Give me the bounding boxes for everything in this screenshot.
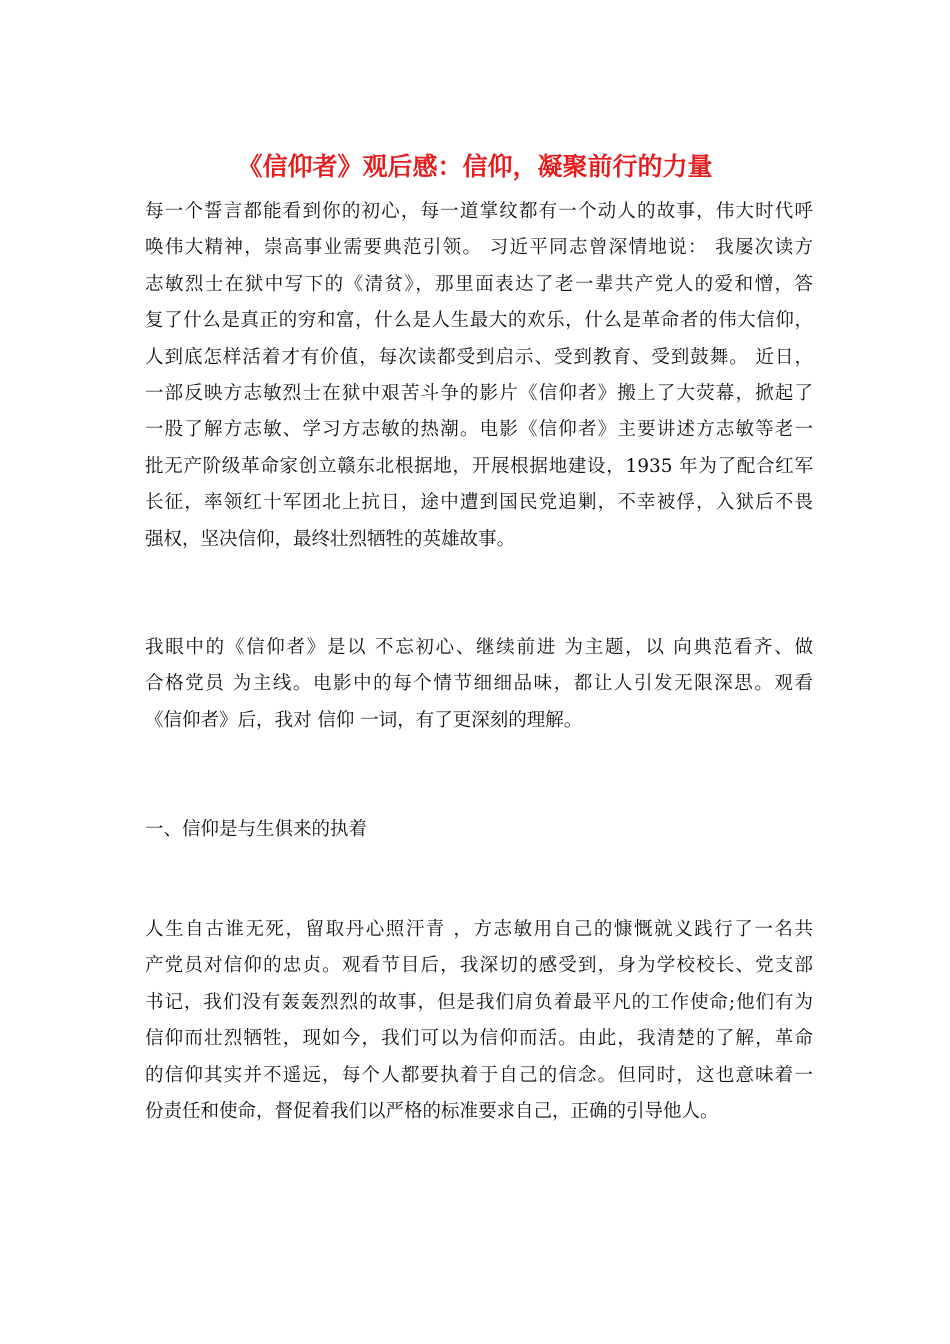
paragraph-section-one (145, 912, 813, 1130)
document-title: 《信仰者》观后感：信仰，凝聚前行的力量 (237, 152, 713, 181)
paragraph-line: 合格党员 为主线。电影中的每个情节细细品味，都让人引发无限深思。观看 (145, 673, 813, 695)
paragraph-line: 唤伟大精神，崇高事业需要典范引领。 习近平同志曾深情地说： 我屡次读方 (145, 237, 813, 259)
paragraph-line: 人到底怎样活着才有价值，每次读都受到启示、受到教育、受到鼓舞。 近日， (145, 346, 813, 368)
paragraph-line: 每一个誓言都能看到你的初心，每一道掌纹都有一个动人的故事，伟大时代呼 (145, 201, 813, 222)
paragraph-line: 的信仰其实并不遥远，每个人都要执着于自己的信念。但同时，这也意味着一 (145, 1064, 813, 1086)
paragraph-line: 书记，我们没有轰轰烈烈的故事，但是我们肩负着最平凡的工作使命;他们有为 (145, 991, 813, 1013)
paragraph-line: 复了什么是真正的穷和富，什么是人生最大的欢乐，什么是革命者的伟大信仰， (145, 310, 813, 332)
paragraph-line: 强权，坚决信仰，最终壮烈牺牲的英雄故事。 (145, 528, 516, 550)
paragraph-line: 一部反映方志敏烈士在狱中艰苦斗争的影片《信仰者》搬上了大荧幕，掀起了 (145, 382, 813, 404)
paragraph-line: 《信仰者》后，我对 信仰 一词，有了更深刻的理解。 (145, 709, 583, 731)
paragraph-line: 人生自古谁无死，留取丹心照汗青 ，方志敏用自己的慷慨就义践行了一名共 (145, 919, 813, 940)
paragraph-line: 一股了解方志敏、学习方志敏的热潮。电影《信仰者》主要讲述方志敏等老一 (145, 419, 813, 441)
section-heading: 一、信仰是与生俱来的执着 (145, 819, 368, 840)
paragraph-line: 信仰而壮烈牺牲，现如今，我们可以为信仰而活。由此，我清楚的了解，革命 (145, 1028, 813, 1050)
paragraph-view (145, 630, 813, 739)
paragraph-intro (145, 194, 813, 558)
paragraph-line: 批无产阶级革命家创立赣东北根据地，开展根据地建设，1935 年为了配合红军 (145, 455, 813, 477)
paragraph-line: 产党员对信仰的忠贞。观看节目后，我深切的感受到，身为学校校长、党支部 (145, 955, 813, 977)
paragraph-line: 志敏烈士在狱中写下的《清贫》，那里面表达了老一辈共产党人的爱和憎，答 (145, 273, 813, 295)
paragraph-line: 长征，率领红十军团北上抗日，途中遭到国民党追剿，不幸被俘，入狱后不畏 (145, 492, 813, 514)
paragraph-line: 我眼中的《信仰者》是以 不忘初心、继续前进 为主题，以 向典范看齐、做 (145, 637, 813, 658)
paragraph-line: 份责任和使命，督促着我们以严格的标准要求自己，正确的引导他人。 (145, 1100, 719, 1122)
